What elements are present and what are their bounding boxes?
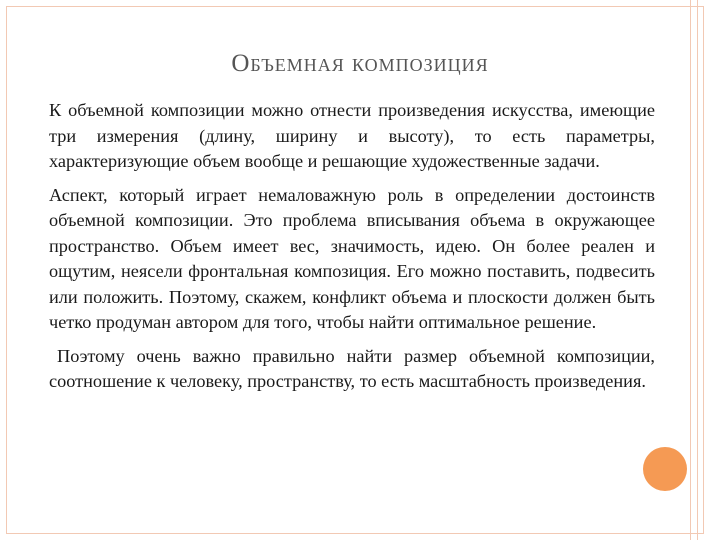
paragraph-2: Аспект, который играет немаловажную роль в определении достоинств объемной композиции. Это проблема вписывания объема в окружающее пространство. Объем имеет вес, значимость, идею. Он более реален и ощутим, неясели фронтальная композиция. Его можно поставить, подвесить или положить. Поэтому, скажем, конфликт объема и плоскости должен быть четко продуман автором для того, чтобы найти оптимальное решение. bbox=[49, 184, 655, 332]
paragraph-3: Поэтому очень важно правильно найти размер объемной композиции, соотношение к человеку, пространству, то есть масштабность произведения. bbox=[49, 345, 655, 391]
slide-body bbox=[49, 98, 655, 403]
accent-circle bbox=[643, 447, 687, 491]
frame-right-line bbox=[690, 0, 691, 540]
slide-title: Объемная композиция bbox=[231, 50, 489, 77]
paragraph-1: К объемной композиции можно отнести произведения искусства, имеющие три измерения (длину, ширину и высоту), то есть параметры, характеризующие объем вообще и решающие художественные задачи. bbox=[49, 100, 655, 171]
frame-right-line-outer bbox=[697, 0, 698, 540]
